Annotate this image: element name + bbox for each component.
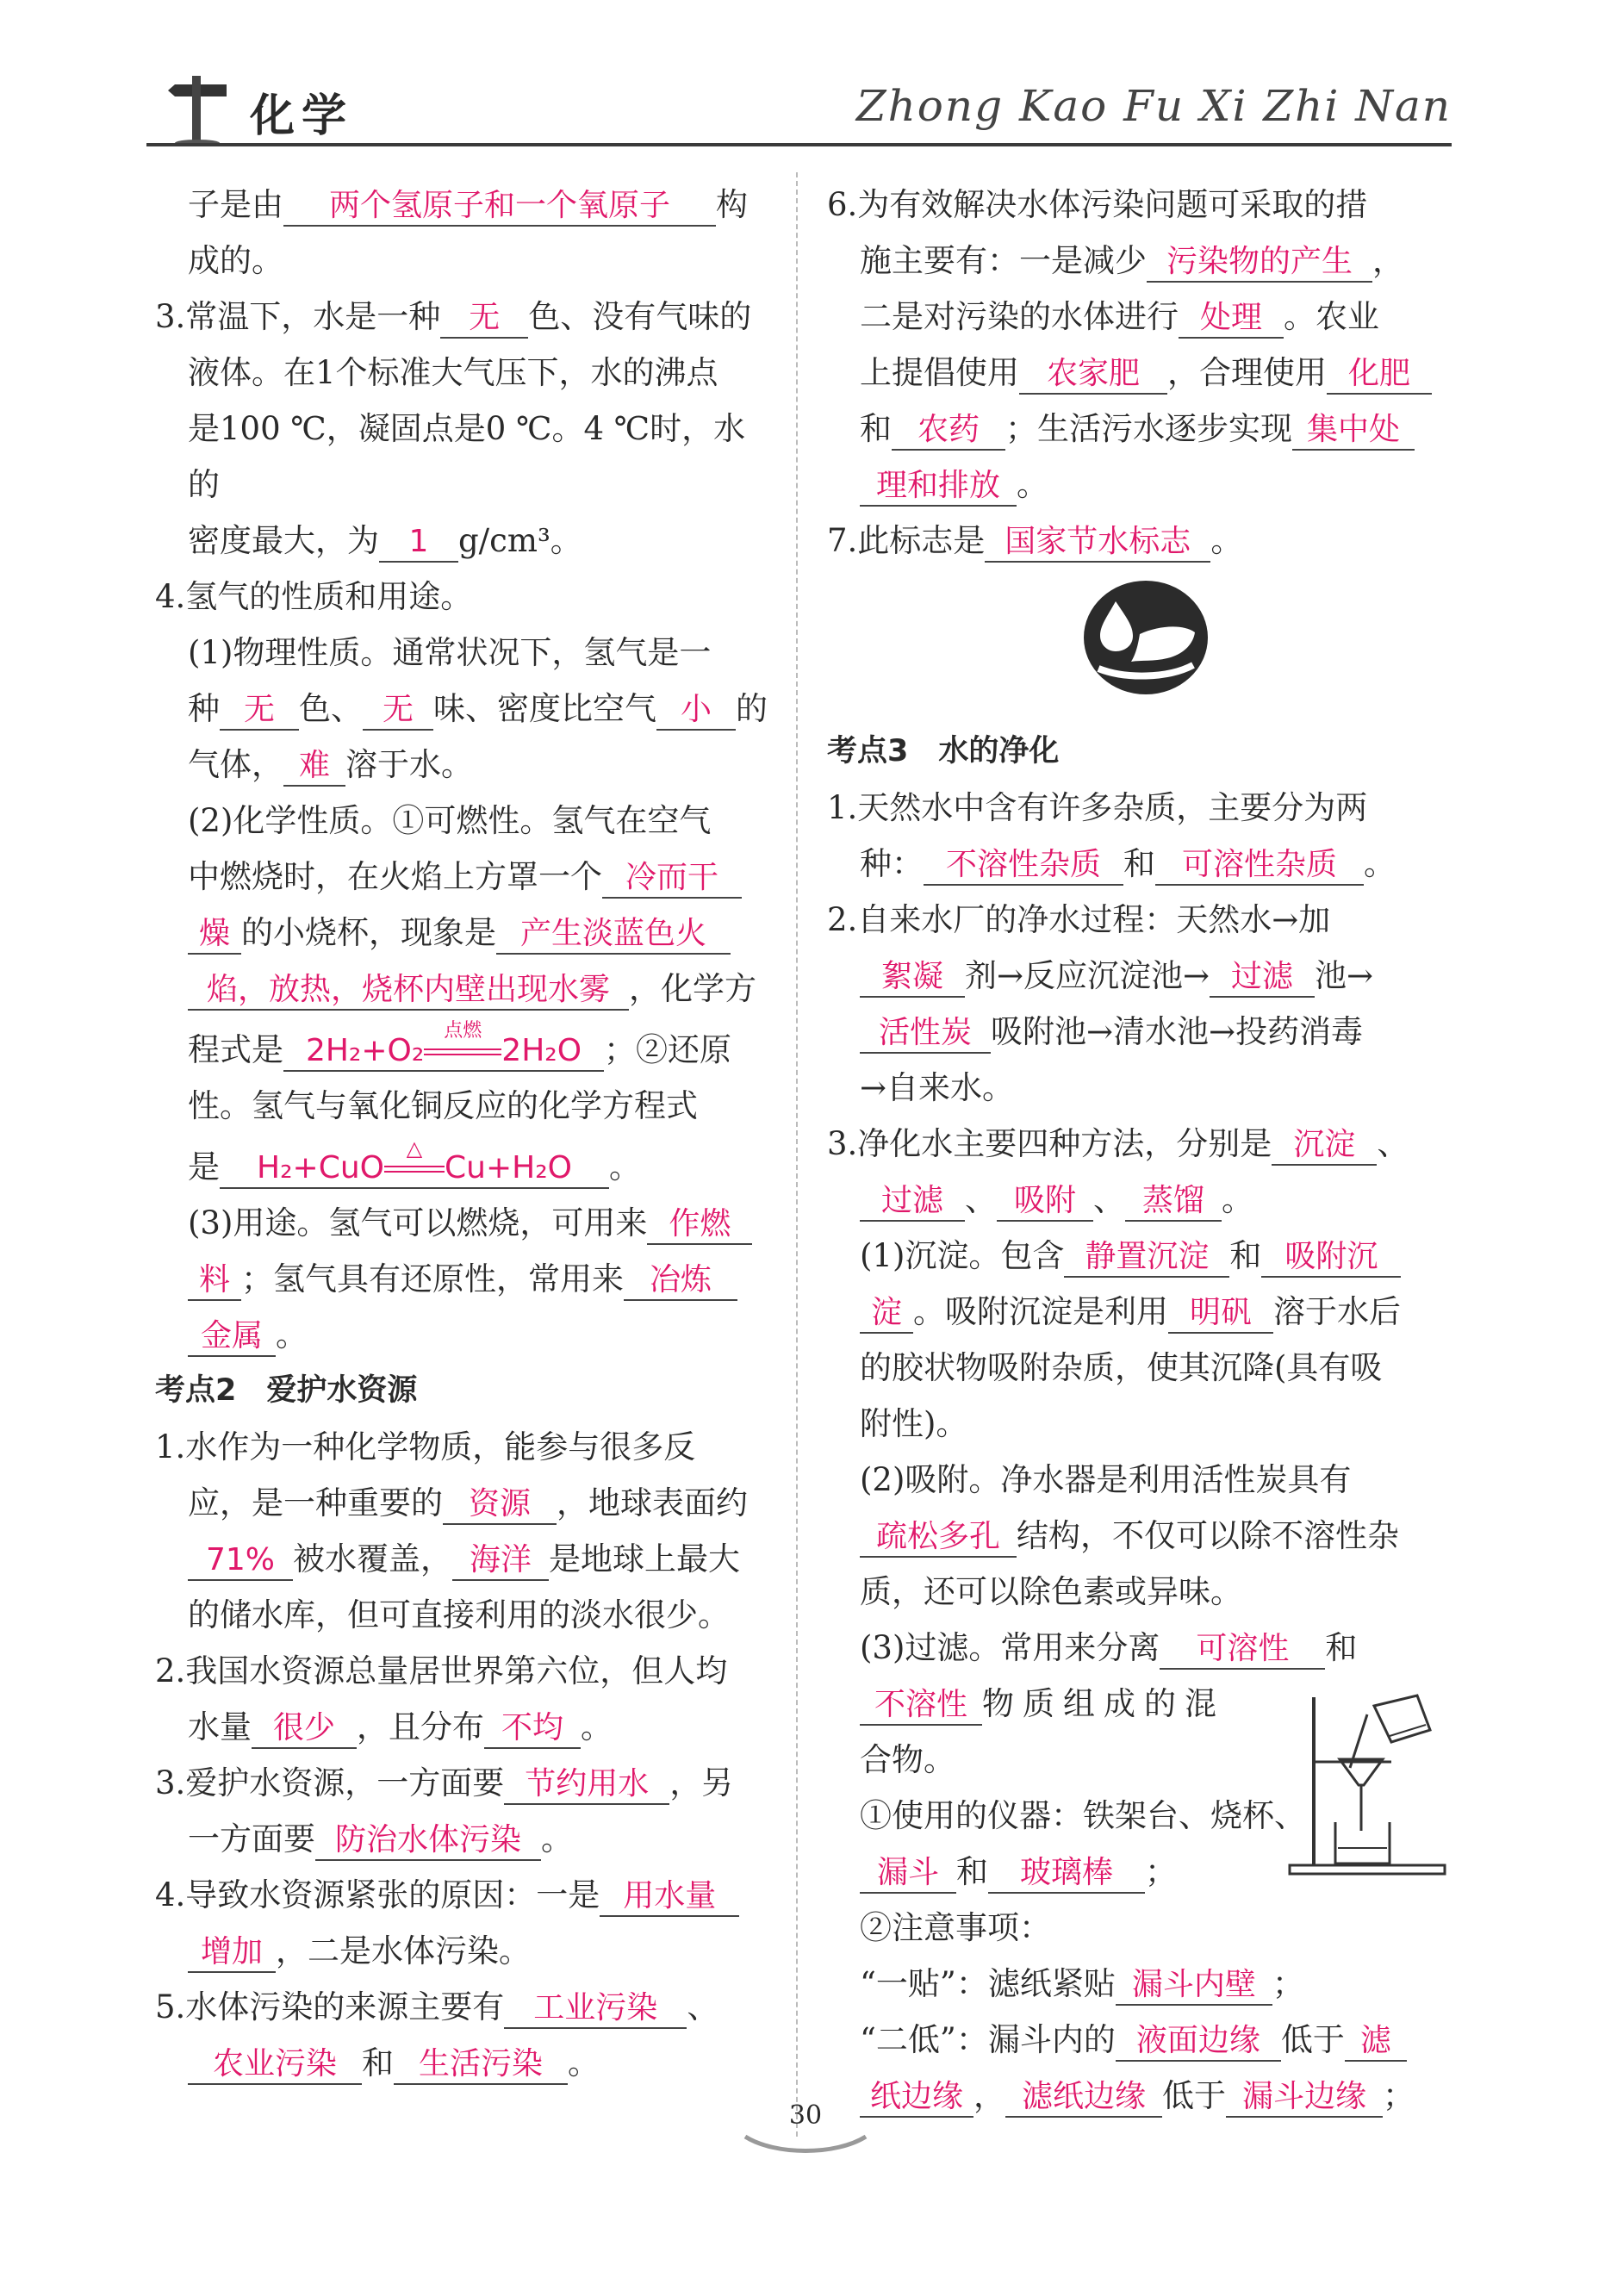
answer-blank: 国家节水标志 xyxy=(985,523,1210,563)
answer-blank: 工业污染 xyxy=(504,1989,687,2029)
answer-blank: 可溶性 xyxy=(1160,1630,1325,1670)
section-heading: 考点3 水的净化 xyxy=(827,734,1060,768)
text-line: (3)过滤。常用来分离 可溶性 和 xyxy=(827,1620,1465,1676)
answer-blank: 滤纸边缘 xyxy=(1005,2078,1162,2118)
answer-blank: 絮凝 xyxy=(860,958,965,998)
text-line: 71% 被水覆盖， 海洋 是地球上最大 xyxy=(155,1531,775,1587)
answer-blank: 增加 xyxy=(188,1933,276,1973)
answer-blank: 静置沉淀 xyxy=(1064,1238,1229,1278)
text-line: 1.水作为一种化学物质，能参与很多反 xyxy=(155,1428,696,1465)
answer-blank: 无 xyxy=(363,691,433,731)
answer-blank: 冶炼 xyxy=(624,1261,737,1301)
answer-blank: 用水量 xyxy=(600,1877,739,1917)
text-line: 二是对污染的水体进行 处理 。农业 xyxy=(827,289,1465,345)
text-line: 料 ；氢气具有还原性，常用来 冶炼 xyxy=(155,1251,775,1307)
answer-blank: 农药 xyxy=(892,411,1005,451)
answer-blank: 液面边缘 xyxy=(1116,2022,1281,2062)
answer-blank: 明矾 xyxy=(1168,1294,1273,1334)
right-column xyxy=(827,177,1465,2124)
answer-blank: 无 xyxy=(440,299,528,339)
text-line: 是100 ℃，凝固点是0 ℃。4 ℃时，水的 xyxy=(188,410,746,503)
answer-blank: 资源 xyxy=(443,1485,557,1525)
text-line: 活性炭 吸附池→清水池→投药消毒 xyxy=(827,1004,1465,1060)
text-line: 液体。在1个标准大气压下，水的沸点 xyxy=(188,354,718,391)
text-line: 一方面要 防治水体污染 。 xyxy=(155,1811,775,1867)
answer-blank: 吸附 xyxy=(997,1182,1093,1222)
answer-blank: 吸附沉 xyxy=(1261,1238,1401,1278)
equation-line: 程式是 2H₂+O₂ 点燃 2H₂O ；②还原 xyxy=(155,1022,775,1078)
page-header xyxy=(146,60,1452,146)
text-line: 增加 ，二是水体污染。 xyxy=(155,1923,775,1979)
page-number-swoosh-icon xyxy=(741,2128,870,2154)
answer-blank: 处理 xyxy=(1179,299,1284,339)
subject-title: 化学 xyxy=(250,90,354,142)
text-line: ①使用的仪器：铁架台、烧杯、 xyxy=(860,1797,1306,1834)
text-line: 4.氢气的性质和用途。 xyxy=(155,578,473,615)
text-line: 和 农药 ；生活污水逐步实现 集中处 xyxy=(827,401,1465,457)
text-line: 3.常温下，水是一种 无 色、没有气味的 xyxy=(155,289,775,345)
text-line: 3.爱护水资源，一方面要 节约用水 ，另 xyxy=(155,1755,775,1811)
left-column xyxy=(155,177,775,2091)
text-line: 2.自来水厂的净水过程：天然水→加 xyxy=(827,901,1331,938)
answer-blank: 农业污染 xyxy=(188,2045,362,2085)
answer-blank: 防治水体污染 xyxy=(315,1821,541,1861)
text-line: (2)化学性质。①可燃性。氢气在空气 xyxy=(188,802,712,839)
answer-blank: 料 xyxy=(188,1261,241,1301)
water-saving-emblem-wrap xyxy=(827,569,1465,724)
answer-blank: 不均 xyxy=(484,1709,581,1749)
text-line: 7.此标志是 国家节水标志 。 xyxy=(827,513,1465,569)
answer-blank: 不溶性 xyxy=(860,1686,982,1726)
text-line: 中燃烧时，在火焰上方罩一个 冷而干 xyxy=(155,849,775,905)
section-heading: 考点2 爱护水资源 xyxy=(155,1373,418,1408)
series-title: Zhong Kao Fu Xi Zhi Nan xyxy=(855,81,1452,131)
answer-blank: 沉淀 xyxy=(1272,1126,1377,1166)
text-line: 种： 不溶性杂质 和 可溶性杂质 。 xyxy=(827,836,1465,892)
text-line: 焰，放热，烧杯内壁出现水雾 ，化学方 xyxy=(155,961,775,1017)
answer-blank: 冷而干 xyxy=(602,859,742,899)
text-line: 不溶性 物质组成的混 xyxy=(827,1676,1465,1732)
text-line: 成的。 xyxy=(188,242,283,279)
answer-blank: 纸边缘 xyxy=(860,2078,973,2118)
answer-blank: 集中处 xyxy=(1292,411,1415,451)
text-line: 淀 。吸附沉淀是利用 明矾 溶于水后 xyxy=(827,1284,1465,1340)
answer-blank: 71% xyxy=(188,1541,293,1581)
text-line: “二低”：漏斗内的 液面边缘 低于 滤 xyxy=(827,2012,1465,2068)
text-line: 质，还可以除色素或异味。 xyxy=(860,1573,1242,1610)
text-line: 的胶状物吸附杂质，使其沉降(具有吸 xyxy=(860,1349,1383,1386)
text-line: →自来水。 xyxy=(860,1069,1015,1106)
answer-blank: 海洋 xyxy=(452,1541,549,1581)
text-line: 2.我国水资源总量居世界第六位，但人均 xyxy=(155,1652,728,1689)
text-line: 性。氢气与氧化铜反应的化学方程式 xyxy=(188,1087,698,1124)
answer-blank: 漏斗内壁 xyxy=(1116,1966,1272,2006)
answer-blank: H₂+CuO △ Cu+H₂O xyxy=(220,1149,609,1189)
column-divider xyxy=(796,172,798,2137)
text-line: 密度最大，为 1 g/cm³。 xyxy=(155,513,775,569)
answer-blank: 节约用水 xyxy=(504,1765,669,1805)
answer-blank: 难 xyxy=(283,747,345,787)
answer-blank: 无 xyxy=(220,691,299,731)
answer-blank: 作燃 xyxy=(647,1205,752,1245)
text-line: 1.天然水中含有许多杂质，主要分为两 xyxy=(827,789,1368,826)
text-line: (2)吸附。净水器是利用活性炭具有 xyxy=(860,1461,1352,1498)
text-line: 子是由 两个氢原子和一个氧原子 构 xyxy=(155,177,775,233)
answer-blank: 化肥 xyxy=(1327,355,1432,395)
page-number: 30 xyxy=(788,2100,823,2131)
water-saving-emblem-icon xyxy=(1081,576,1210,696)
text-line: 应，是一种重要的 资源 ，地球表面约 xyxy=(155,1475,775,1531)
answer-blank: 不溶性杂质 xyxy=(924,846,1123,886)
text-line: “一贴”：滤纸紧贴 漏斗内壁 ； xyxy=(827,1956,1465,2012)
answer-blank: 两个氢原子和一个氧原子 xyxy=(283,187,716,227)
answer-blank: 过滤 xyxy=(1210,958,1315,998)
answer-blank: 疏松多孔 xyxy=(860,1518,1017,1558)
text-line: 附性)。 xyxy=(860,1405,968,1442)
text-line: 合物。 xyxy=(860,1741,955,1778)
answer-blank: 2H₂+O₂ 点燃 2H₂O xyxy=(283,1032,604,1072)
text-line: 3.净化水主要四种方法，分别是 沉淀 、 xyxy=(827,1116,1465,1172)
text-line: (1)沉淀。包含 静置沉淀 和 吸附沉 xyxy=(827,1228,1465,1284)
text-line: 理和排放 。 xyxy=(827,457,1465,513)
answer-blank: 生活污染 xyxy=(394,2045,568,2085)
answer-blank: 很少 xyxy=(252,1709,357,1749)
answer-blank: 过滤 xyxy=(860,1182,965,1222)
answer-blank: 农家肥 xyxy=(1019,355,1167,395)
text-line: 施主要有：一是减少 污染物的产生 ， xyxy=(827,233,1465,289)
text-line: 气体， 难 溶于水。 xyxy=(155,737,775,793)
answer-blank: 玻璃棒 xyxy=(988,1854,1145,1894)
answer-blank: 漏斗 xyxy=(860,1854,956,1894)
answer-blank: 焰，放热，烧杯内壁出现水雾 xyxy=(188,971,629,1011)
text-line: 5.水体污染的来源主要有 工业污染 、 xyxy=(155,1979,775,2035)
answer-blank: 蒸馏 xyxy=(1125,1182,1222,1222)
text-line: 纸边缘 ， 滤纸边缘 低于 漏斗边缘 ； xyxy=(827,2068,1465,2124)
answer-blank: 可溶性杂质 xyxy=(1155,846,1364,886)
text-line: 水量 很少 ，且分布 不均 。 xyxy=(155,1699,775,1755)
text-line: 絮凝 剂→反应沉淀池→ 过滤 池→ xyxy=(827,948,1465,1004)
answer-blank: 小 xyxy=(656,691,736,731)
text-line: 过滤 、 吸附 、 蒸馏 。 xyxy=(827,1172,1465,1228)
text-line: ②注意事项： xyxy=(860,1909,1051,1946)
text-line: (3)用途。氢气可以燃烧，可用来 作燃 xyxy=(155,1195,775,1251)
text-line: 4.导致水资源紧张的原因：一是 用水量 xyxy=(155,1867,775,1923)
header-rule xyxy=(146,143,1452,146)
text-line: 燥 的小烧杯，现象是 产生淡蓝色火 xyxy=(155,905,775,961)
answer-blank: 金属 xyxy=(188,1317,276,1357)
text-line: (1)物理性质。通常状况下，氢气是一 xyxy=(188,634,712,671)
answer-blank: 理和排放 xyxy=(860,467,1017,507)
text-line: 金属 。 xyxy=(155,1307,775,1363)
answer-blank: 滤 xyxy=(1345,2022,1407,2062)
text-line: 6.为有效解决水体污染问题可采取的措 xyxy=(827,186,1368,223)
answer-blank: 漏斗边缘 xyxy=(1226,2078,1383,2118)
equation-line: 是 H₂+CuO △ Cu+H₂O 。 xyxy=(155,1139,775,1195)
answer-blank: 污染物的产生 xyxy=(1147,243,1372,283)
filtration-apparatus-icon xyxy=(1288,1689,1452,1878)
text-line: 种 无 色、 无 味、密度比空气 小 的 xyxy=(155,681,775,737)
answer-blank: 活性炭 xyxy=(860,1014,991,1054)
text-line: 农业污染 和 生活污染 。 xyxy=(155,2035,775,2091)
text-line: 漏斗 和 玻璃棒 ； xyxy=(827,1844,1465,1900)
answer-blank: 1 xyxy=(379,523,458,563)
text-line: 上提倡使用 农家肥 ，合理使用 化肥 xyxy=(827,345,1465,401)
text-line: 疏松多孔 结构，不仅可以除不溶性杂 xyxy=(827,1508,1465,1564)
answer-blank: 燥 xyxy=(188,915,241,955)
text-line: 的储水库，但可直接利用的淡水很少。 xyxy=(188,1596,730,1633)
answer-blank: 淀 xyxy=(860,1294,913,1334)
answer-blank: 产生淡蓝色火 xyxy=(496,915,731,955)
